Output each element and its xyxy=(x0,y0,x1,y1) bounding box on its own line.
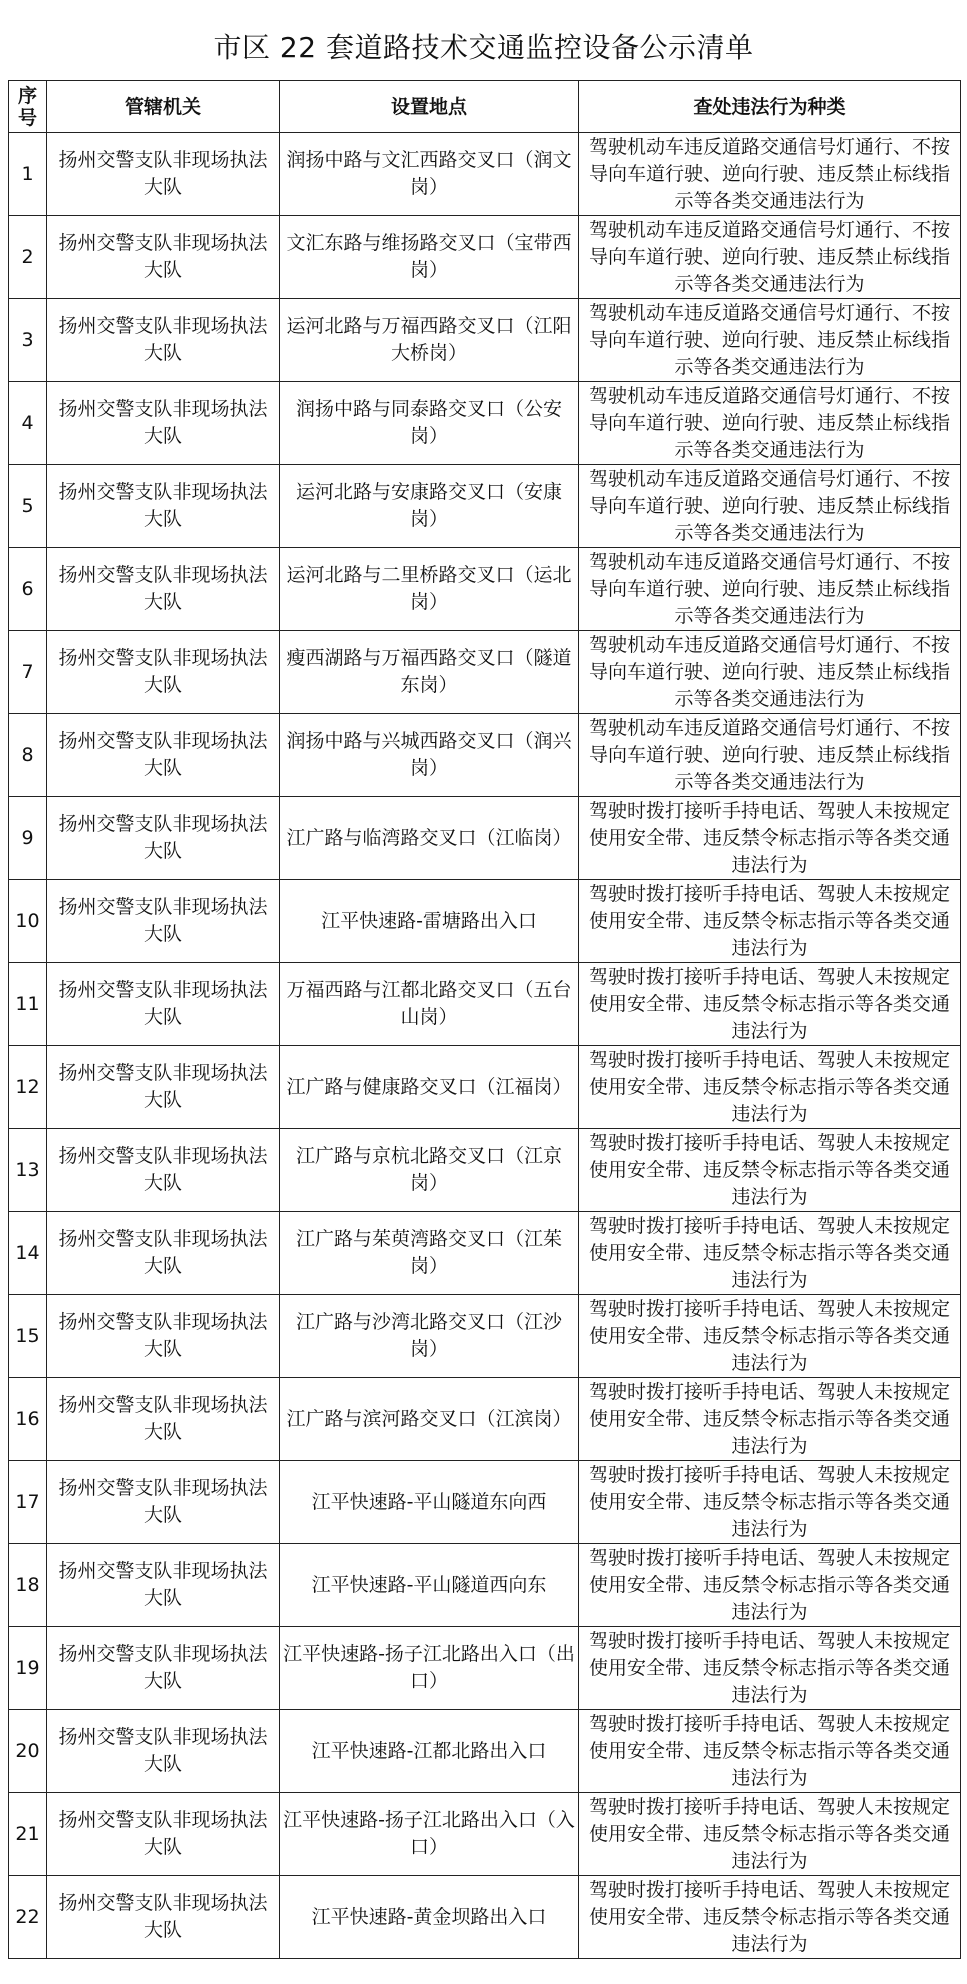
table-row xyxy=(9,963,961,1046)
row-violations: 驾驶机动车违反道路交通信号灯通行、不按导向车道行驶、逆向行驶、违反禁止标线指示等各类交通违法行为 xyxy=(579,714,961,797)
row-violations: 驾驶机动车违反道路交通信号灯通行、不按导向车道行驶、逆向行驶、违反禁止标线指示等各类交通违法行为 xyxy=(579,382,961,465)
row-number: 1 xyxy=(9,133,47,216)
table-row xyxy=(9,133,961,216)
row-authority: 扬州交警支队非现场执法大队 xyxy=(47,797,280,880)
row-violations: 驾驶时拨打接听手持电话、驾驶人未按规定使用安全带、违反禁令标志指示等各类交通违法行为 xyxy=(579,1129,961,1212)
row-location: 运河北路与安康路交叉口（安康岗） xyxy=(280,465,579,548)
row-location: 万福西路与江都北路交叉口（五台山岗） xyxy=(280,963,579,1046)
row-violations: 驾驶时拨打接听手持电话、驾驶人未按规定使用安全带、违反禁令标志指示等各类交通违法行为 xyxy=(579,963,961,1046)
table-row xyxy=(9,1710,961,1793)
row-violations: 驾驶时拨打接听手持电话、驾驶人未按规定使用安全带、违反禁令标志指示等各类交通违法行为 xyxy=(579,1876,961,1959)
row-violations: 驾驶机动车违反道路交通信号灯通行、不按导向车道行驶、逆向行驶、违反禁止标线指示等各类交通违法行为 xyxy=(579,631,961,714)
row-authority: 扬州交警支队非现场执法大队 xyxy=(47,1129,280,1212)
table-row xyxy=(9,880,961,963)
row-violations: 驾驶机动车违反道路交通信号灯通行、不按导向车道行驶、逆向行驶、违反禁止标线指示等各类交通违法行为 xyxy=(579,133,961,216)
row-location: 江平快速路-扬子江北路出入口（入口） xyxy=(280,1793,579,1876)
row-location: 江广路与沙湾北路交叉口（江沙岗） xyxy=(280,1295,579,1378)
table-row xyxy=(9,1876,961,1959)
row-number: 21 xyxy=(9,1793,47,1876)
row-number: 22 xyxy=(9,1876,47,1959)
row-number: 7 xyxy=(9,631,47,714)
row-authority: 扬州交警支队非现场执法大队 xyxy=(47,1461,280,1544)
row-location: 运河北路与二里桥路交叉口（运北岗） xyxy=(280,548,579,631)
row-location: 润扬中路与兴城西路交叉口（润兴岗） xyxy=(280,714,579,797)
row-authority: 扬州交警支队非现场执法大队 xyxy=(47,1627,280,1710)
row-authority: 扬州交警支队非现场执法大队 xyxy=(47,963,280,1046)
row-authority: 扬州交警支队非现场执法大队 xyxy=(47,216,280,299)
row-violations: 驾驶时拨打接听手持电话、驾驶人未按规定使用安全带、违反禁令标志指示等各类交通违法行为 xyxy=(579,1710,961,1793)
row-location: 文汇东路与维扬路交叉口（宝带西岗） xyxy=(280,216,579,299)
row-authority: 扬州交警支队非现场执法大队 xyxy=(47,1295,280,1378)
row-violations: 驾驶机动车违反道路交通信号灯通行、不按导向车道行驶、逆向行驶、违反禁止标线指示等各类交通违法行为 xyxy=(579,216,961,299)
row-location: 瘦西湖路与万福西路交叉口（隧道东岗） xyxy=(280,631,579,714)
row-number: 9 xyxy=(9,797,47,880)
table-row xyxy=(9,1046,961,1129)
row-number: 13 xyxy=(9,1129,47,1212)
row-violations: 驾驶机动车违反道路交通信号灯通行、不按导向车道行驶、逆向行驶、违反禁止标线指示等各类交通违法行为 xyxy=(579,465,961,548)
row-violations: 驾驶时拨打接听手持电话、驾驶人未按规定使用安全带、违反禁令标志指示等各类交通违法行为 xyxy=(579,1793,961,1876)
row-authority: 扬州交警支队非现场执法大队 xyxy=(47,631,280,714)
row-location: 江广路与临湾路交叉口（江临岗） xyxy=(280,797,579,880)
row-location: 江广路与茱萸湾路交叉口（江茱岗） xyxy=(280,1212,579,1295)
row-location: 江平快速路-平山隧道西向东 xyxy=(280,1544,579,1627)
table-row xyxy=(9,714,961,797)
row-authority: 扬州交警支队非现场执法大队 xyxy=(47,1710,280,1793)
row-violations: 驾驶时拨打接听手持电话、驾驶人未按规定使用安全带、违反禁令标志指示等各类交通违法行为 xyxy=(579,797,961,880)
row-violations: 驾驶时拨打接听手持电话、驾驶人未按规定使用安全带、违反禁令标志指示等各类交通违法行为 xyxy=(579,1378,961,1461)
row-authority: 扬州交警支队非现场执法大队 xyxy=(47,299,280,382)
table-row xyxy=(9,216,961,299)
row-violations: 驾驶时拨打接听手持电话、驾驶人未按规定使用安全带、违反禁令标志指示等各类交通违法行为 xyxy=(579,1046,961,1129)
row-authority: 扬州交警支队非现场执法大队 xyxy=(47,1046,280,1129)
row-authority: 扬州交警支队非现场执法大队 xyxy=(47,1212,280,1295)
row-authority: 扬州交警支队非现场执法大队 xyxy=(47,1544,280,1627)
row-number: 17 xyxy=(9,1461,47,1544)
row-number: 15 xyxy=(9,1295,47,1378)
header-authority: 管辖机关 xyxy=(47,81,280,133)
row-location: 江平快速路-平山隧道东向西 xyxy=(280,1461,579,1544)
table-row xyxy=(9,1295,961,1378)
table-row xyxy=(9,631,961,714)
row-location: 江平快速路-黄金坝路出入口 xyxy=(280,1876,579,1959)
device-list-table xyxy=(8,80,961,1959)
row-number: 11 xyxy=(9,963,47,1046)
table-row xyxy=(9,1627,961,1710)
table-row xyxy=(9,465,961,548)
row-number: 14 xyxy=(9,1212,47,1295)
row-violations: 驾驶时拨打接听手持电话、驾驶人未按规定使用安全带、违反禁令标志指示等各类交通违法行为 xyxy=(579,880,961,963)
table-header-row xyxy=(9,81,961,133)
row-violations: 驾驶时拨打接听手持电话、驾驶人未按规定使用安全带、违反禁令标志指示等各类交通违法行为 xyxy=(579,1627,961,1710)
row-authority: 扬州交警支队非现场执法大队 xyxy=(47,465,280,548)
row-number: 10 xyxy=(9,880,47,963)
row-violations: 驾驶机动车违反道路交通信号灯通行、不按导向车道行驶、逆向行驶、违反禁止标线指示等各类交通违法行为 xyxy=(579,548,961,631)
table-row xyxy=(9,1378,961,1461)
row-location: 江平快速路-扬子江北路出入口（出口） xyxy=(280,1627,579,1710)
row-authority: 扬州交警支队非现场执法大队 xyxy=(47,714,280,797)
row-number: 19 xyxy=(9,1627,47,1710)
header-violations: 查处违法行为种类 xyxy=(579,81,961,133)
table-row xyxy=(9,1129,961,1212)
header-number: 序号 xyxy=(9,81,47,133)
table-row xyxy=(9,1793,961,1876)
row-authority: 扬州交警支队非现场执法大队 xyxy=(47,1378,280,1461)
table-row xyxy=(9,1461,961,1544)
row-location: 江平快速路-江都北路出入口 xyxy=(280,1710,579,1793)
row-authority: 扬州交警支队非现场执法大队 xyxy=(47,382,280,465)
row-location: 江广路与健康路交叉口（江福岗） xyxy=(280,1046,579,1129)
row-violations: 驾驶时拨打接听手持电话、驾驶人未按规定使用安全带、违反禁令标志指示等各类交通违法行为 xyxy=(579,1544,961,1627)
table-row xyxy=(9,1212,961,1295)
row-authority: 扬州交警支队非现场执法大队 xyxy=(47,1793,280,1876)
row-authority: 扬州交警支队非现场执法大队 xyxy=(47,548,280,631)
row-number: 8 xyxy=(9,714,47,797)
row-number: 5 xyxy=(9,465,47,548)
row-number: 16 xyxy=(9,1378,47,1461)
header-location: 设置地点 xyxy=(280,81,579,133)
row-number: 2 xyxy=(9,216,47,299)
table-row xyxy=(9,382,961,465)
row-violations: 驾驶机动车违反道路交通信号灯通行、不按导向车道行驶、逆向行驶、违反禁止标线指示等各类交通违法行为 xyxy=(579,299,961,382)
row-authority: 扬州交警支队非现场执法大队 xyxy=(47,880,280,963)
page-title: 市区 22 套道路技术交通监控设备公示清单 xyxy=(213,31,754,64)
row-location: 润扬中路与同泰路交叉口（公安岗） xyxy=(280,382,579,465)
row-number: 4 xyxy=(9,382,47,465)
row-violations: 驾驶时拨打接听手持电话、驾驶人未按规定使用安全带、违反禁令标志指示等各类交通违法行为 xyxy=(579,1295,961,1378)
row-violations: 驾驶时拨打接听手持电话、驾驶人未按规定使用安全带、违反禁令标志指示等各类交通违法行为 xyxy=(579,1461,961,1544)
row-authority: 扬州交警支队非现场执法大队 xyxy=(47,133,280,216)
row-location: 运河北路与万福西路交叉口（江阳大桥岗） xyxy=(280,299,579,382)
row-location: 江广路与京杭北路交叉口（江京岗） xyxy=(280,1129,579,1212)
row-authority: 扬州交警支队非现场执法大队 xyxy=(47,1876,280,1959)
row-number: 6 xyxy=(9,548,47,631)
table-row xyxy=(9,548,961,631)
row-location: 润扬中路与文汇西路交叉口（润文岗） xyxy=(280,133,579,216)
table-row xyxy=(9,299,961,382)
table-row xyxy=(9,797,961,880)
row-location: 江广路与滨河路交叉口（江滨岗） xyxy=(280,1378,579,1461)
row-number: 12 xyxy=(9,1046,47,1129)
row-number: 3 xyxy=(9,299,47,382)
row-number: 18 xyxy=(9,1544,47,1627)
table-row xyxy=(9,1544,961,1627)
row-number: 20 xyxy=(9,1710,47,1793)
row-location: 江平快速路-雷塘路出入口 xyxy=(280,880,579,963)
row-violations: 驾驶时拨打接听手持电话、驾驶人未按规定使用安全带、违反禁令标志指示等各类交通违法行为 xyxy=(579,1212,961,1295)
